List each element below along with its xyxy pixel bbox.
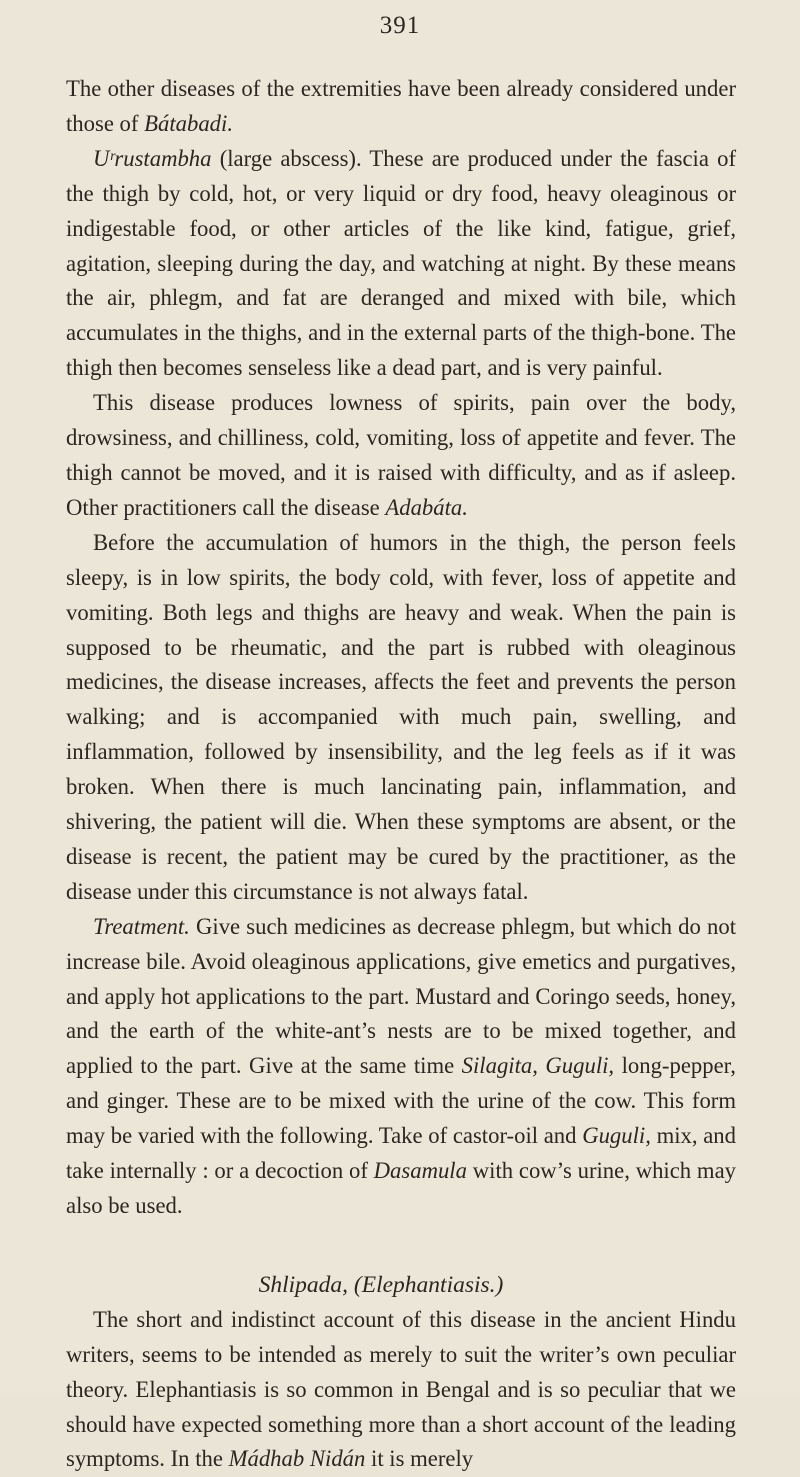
closing-paragraph	[66, 1303, 736, 1477]
paragraph	[66, 910, 736, 1224]
section-heading: Shlipada, (Elephantiasis.)	[258, 1271, 504, 1298]
italic-text-segment: Guguli,	[582, 1123, 651, 1149]
italic-text-segment: Dasamula	[373, 1158, 467, 1184]
body-text	[66, 72, 736, 1477]
page-number: 391	[379, 12, 421, 39]
text-segment: The short and indistinct account of this disease in the ancient Hindu writers, seems to be intended as merely to suit the writer’s own peculiar theory. Elephantiasis is so common in Bengal and is so peculiar that we should have expected something more than a short account of the leading symptoms. In the	[66, 1306, 736, 1472]
text-segment: with cow’s urine, which may also be used.	[66, 1158, 736, 1218]
italic-text-segment: Mádhab Nidán	[228, 1446, 366, 1472]
italic-text-segment: Uʳrustambha	[93, 145, 212, 171]
italic-text-segment: Bátabadi.	[144, 110, 233, 136]
paragraph	[66, 72, 736, 142]
text-segment: (large abscess). These are produced under the fascia of the thigh by cold, hot, or very liquid or dry food, heavy oleaginous or indigestable food, or other articles of the like kind, fatigue, grief, agitation, sleeping during the day, and watching at night. By these means the air, phlegm, and fat are deranged and mixed with bile, which accumulates in the thighs, and in the external parts of the thigh-bone. The thigh then becomes senseless like a dead part, and is very painful.	[66, 145, 736, 381]
text-segment: This disease produces lowness of spirits, pain over the body, drowsiness, and chilliness, cold, vomiting, loss of appetite and fever. The thigh cannot be moved, and it is raised with difficulty, and as if asleep. Other practitioners call the disease	[66, 390, 736, 520]
text-segment: The other diseases of the extremities have been already considered under those of	[66, 76, 736, 136]
italic-text-segment: Treatment.	[93, 913, 190, 939]
paragraph	[66, 142, 736, 386]
text-segment: mix, and take internally : or a decoction of	[66, 1123, 736, 1184]
text-segment: long-pepper, and ginger. These are to be mixed with the urine of the cow. This form may be varied with the following. Take of castor-oil and	[66, 1053, 736, 1149]
italic-text-segment: Adabáta.	[385, 494, 468, 520]
text-segment: it is merely	[365, 1446, 474, 1472]
paragraph-list	[66, 72, 736, 1224]
italic-text-segment: Silagita, Guguli,	[461, 1053, 615, 1079]
text-segment: Give such medicines as decrease phlegm, but which do not increase bile. Avoid oleaginous applications, give emetics and purgatives, and apply hot applications to the part. Mustard and Coringo seeds, honey, and the earth of the white-ant’s nests are to be mixed together, and applied to the part. Give at the same time	[66, 913, 736, 1079]
paragraph	[66, 386, 736, 526]
paragraph	[66, 526, 736, 910]
text-segment: Before the accumulation of humors in the thigh, the person feels sleepy, is in low spirits, the body cold, with fever, loss of appetite and vomiting. Both legs and thighs are heavy and weak. When the pain is supposed to be rheumatic, and the part is rubbed with oleaginous medicines, the disease increases, affects the feet and prevents the person walking; and is accompanied with much pain, swelling, and inflammation, followed by insensibility, and the leg feels as if it was broken. When there is much lancinating pain, inflammation, and shivering, the patient will die. When these symptoms are absent, or the disease is recent, the patient may be cured by the practitioner, as the disease under this circumstance is not always fatal.	[66, 529, 736, 904]
